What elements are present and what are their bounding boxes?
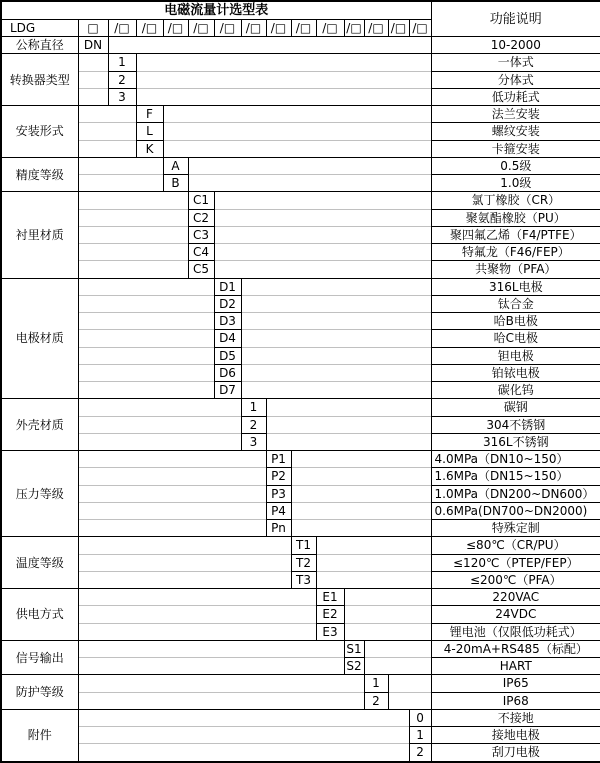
filler-cell xyxy=(78,520,266,537)
code-cell: 1 xyxy=(241,399,266,416)
filler-cell xyxy=(241,347,431,364)
description-cell: 聚氨酯橡胶（PU） xyxy=(431,209,600,226)
filler-cell xyxy=(214,244,431,261)
code-cell: T2 xyxy=(291,554,316,571)
filler-cell xyxy=(78,140,136,157)
description-cell: 1.0MPa（DN200~DN600） xyxy=(431,485,600,502)
filler-cell xyxy=(78,71,108,88)
filler-cell xyxy=(78,606,316,623)
filler-cell xyxy=(136,71,431,88)
code-box-placeholder: /□ xyxy=(316,20,344,37)
description-cell: 低功耗式 xyxy=(431,88,600,105)
filler-cell xyxy=(108,37,431,54)
category-cell: 信号输出 xyxy=(1,640,78,675)
filler-cell xyxy=(78,278,214,295)
filler-cell xyxy=(78,364,214,381)
code-box-placeholder: /□ xyxy=(241,20,266,37)
filler-cell xyxy=(78,502,266,519)
filler-cell xyxy=(78,347,214,364)
filler-cell xyxy=(78,675,364,692)
code-cell: C1 xyxy=(188,192,214,209)
category-cell: 转换器类型 xyxy=(1,54,78,106)
code-cell: 0 xyxy=(409,709,431,726)
code-cell: D1 xyxy=(214,278,241,295)
code-cell: 3 xyxy=(241,433,266,450)
description-cell: 哈C电极 xyxy=(431,330,600,347)
description-cell: 卡箍安装 xyxy=(431,140,600,157)
description-cell: 聚四氟乙烯（F4/PTFE） xyxy=(431,226,600,243)
filler-cell xyxy=(214,209,431,226)
description-cell: 钛合金 xyxy=(431,295,600,312)
code-cell: E1 xyxy=(316,589,344,606)
code-cell: S2 xyxy=(344,658,364,675)
description-cell: HART xyxy=(431,658,600,675)
filler-cell xyxy=(78,399,241,416)
code-box-placeholder: □ xyxy=(78,20,108,37)
code-box-placeholder: /□ xyxy=(344,20,364,37)
code-box-placeholder: /□ xyxy=(136,20,163,37)
filler-cell xyxy=(266,399,431,416)
code-cell: L xyxy=(136,123,163,140)
code-cell: K xyxy=(136,140,163,157)
description-cell: 24VDC xyxy=(431,606,600,623)
filler-cell xyxy=(78,433,241,450)
code-cell: D4 xyxy=(214,330,241,347)
filler-cell xyxy=(78,330,214,347)
filler-cell xyxy=(78,106,136,123)
code-box-placeholder: /□ xyxy=(214,20,241,37)
filler-cell xyxy=(364,640,431,657)
category-cell: 防护等级 xyxy=(1,675,78,710)
description-cell: 分体式 xyxy=(431,71,600,88)
description-cell: 特氟龙（F46/FEP） xyxy=(431,244,600,261)
description-cell: ≤120℃（PTEP/FEP） xyxy=(431,554,600,571)
filler-cell xyxy=(291,451,431,468)
filler-cell xyxy=(214,226,431,243)
filler-cell xyxy=(241,364,431,381)
code-cell: C2 xyxy=(188,209,214,226)
filler-cell xyxy=(78,709,409,726)
filler-cell xyxy=(241,278,431,295)
filler-cell xyxy=(78,226,188,243)
filler-cell xyxy=(78,692,364,709)
filler-cell xyxy=(78,192,188,209)
filler-cell xyxy=(291,485,431,502)
description-cell: 螺纹安装 xyxy=(431,123,600,140)
filler-cell xyxy=(78,88,108,105)
filler-cell xyxy=(78,123,136,140)
filler-cell xyxy=(78,537,291,554)
description-cell: 4.0MPa（DN10~150） xyxy=(431,451,600,468)
description-cell: 10-2000 xyxy=(431,37,600,54)
category-cell: 温度等级 xyxy=(1,537,78,589)
code-cell: DN xyxy=(78,37,108,54)
filler-cell xyxy=(78,451,266,468)
filler-cell xyxy=(163,140,431,157)
filler-cell xyxy=(316,537,431,554)
filler-cell xyxy=(78,571,291,588)
code-cell: T3 xyxy=(291,571,316,588)
description-cell: 316L不锈钢 xyxy=(431,433,600,450)
code-cell: P2 xyxy=(266,468,291,485)
description-cell: 一体式 xyxy=(431,54,600,71)
code-box-placeholder: /□ xyxy=(388,20,409,37)
category-cell: 安装形式 xyxy=(1,106,78,158)
code-cell: C4 xyxy=(188,244,214,261)
code-cell: 1 xyxy=(108,54,136,71)
filler-cell xyxy=(78,554,291,571)
code-cell: D3 xyxy=(214,313,241,330)
filler-cell xyxy=(78,416,241,433)
filler-cell xyxy=(291,502,431,519)
filler-cell xyxy=(364,658,431,675)
code-box-placeholder: /□ xyxy=(266,20,291,37)
description-cell: 钽电极 xyxy=(431,347,600,364)
code-cell: D6 xyxy=(214,364,241,381)
filler-cell xyxy=(163,123,431,140)
code-cell: E2 xyxy=(316,606,344,623)
filler-cell xyxy=(241,382,431,399)
code-cell: 1 xyxy=(364,675,388,692)
category-cell: 精度等级 xyxy=(1,157,78,192)
filler-cell xyxy=(136,54,431,71)
filler-cell xyxy=(266,433,431,450)
description-cell: 1.6MPa（DN15~150） xyxy=(431,468,600,485)
filler-cell xyxy=(78,295,214,312)
description-cell: 1.0级 xyxy=(431,175,600,192)
code-cell: S1 xyxy=(344,640,364,657)
code-cell: 3 xyxy=(108,88,136,105)
filler-cell xyxy=(78,209,188,226)
description-cell: ≤200℃（PFA） xyxy=(431,571,600,588)
filler-cell xyxy=(78,313,214,330)
code-cell: Pn xyxy=(266,520,291,537)
code-cell: D7 xyxy=(214,382,241,399)
code-cell: A xyxy=(163,157,188,174)
filler-cell xyxy=(388,675,431,692)
code-cell: 2 xyxy=(241,416,266,433)
table-title: 电磁流量计选型表 xyxy=(164,3,269,18)
description-cell: 哈B电极 xyxy=(431,313,600,330)
filler-cell xyxy=(78,468,266,485)
description-cell: 碳钢 xyxy=(431,399,600,416)
category-cell: 公称直径 xyxy=(1,37,78,54)
description-cell: 铂铱电极 xyxy=(431,364,600,381)
code-cell: C3 xyxy=(188,226,214,243)
description-cell: IP65 xyxy=(431,675,600,692)
description-cell: 304不锈钢 xyxy=(431,416,600,433)
filler-cell xyxy=(78,589,316,606)
filler-cell xyxy=(78,54,108,71)
filler-cell xyxy=(78,485,266,502)
description-cell: 氯丁橡胶（CR） xyxy=(431,192,600,209)
filler-cell xyxy=(241,313,431,330)
filler-cell xyxy=(78,244,188,261)
filler-cell xyxy=(214,192,431,209)
description-cell: 0.6MPa(DN700~DN2000) xyxy=(431,502,600,519)
filler-cell xyxy=(78,640,344,657)
filler-cell xyxy=(78,658,344,675)
code-cell: 2 xyxy=(409,744,431,762)
category-cell: 附件 xyxy=(1,709,78,761)
filler-cell xyxy=(136,88,431,105)
description-cell: 锂电池（仅限低功耗式） xyxy=(431,623,600,640)
filler-cell xyxy=(188,175,431,192)
code-box-placeholder: /□ xyxy=(409,20,431,37)
filler-cell xyxy=(344,623,431,640)
filler-cell xyxy=(78,744,409,762)
filler-cell xyxy=(78,727,409,744)
filler-cell xyxy=(214,261,431,278)
description-cell: 220VAC xyxy=(431,589,600,606)
code-cell: B xyxy=(163,175,188,192)
category-cell: 电极材质 xyxy=(1,278,78,399)
category-cell: 外壳材质 xyxy=(1,399,78,451)
filler-cell xyxy=(78,175,163,192)
code-box-placeholder: /□ xyxy=(364,20,388,37)
filler-cell xyxy=(241,295,431,312)
filler-cell xyxy=(188,157,431,174)
model-prefix: LDG xyxy=(1,20,78,37)
code-cell: P3 xyxy=(266,485,291,502)
filler-cell xyxy=(291,520,431,537)
filler-cell xyxy=(78,382,214,399)
category-cell: 供电方式 xyxy=(1,589,78,641)
description-cell: 共聚物（PFA） xyxy=(431,261,600,278)
code-cell: E3 xyxy=(316,623,344,640)
filler-cell xyxy=(78,261,188,278)
description-cell: ≤80℃（CR/PU） xyxy=(431,537,600,554)
code-cell: T1 xyxy=(291,537,316,554)
description-cell: 刮刀电极 xyxy=(431,744,600,762)
code-cell: P1 xyxy=(266,451,291,468)
code-box-placeholder: /□ xyxy=(163,20,188,37)
category-cell: 衬里材质 xyxy=(1,192,78,278)
code-box-placeholder: /□ xyxy=(188,20,214,37)
filler-cell xyxy=(78,623,316,640)
description-cell: 碳化钨 xyxy=(431,382,600,399)
description-cell: 4-20mA+RS485（标配） xyxy=(431,640,600,657)
filler-cell xyxy=(266,416,431,433)
description-cell: 0.5级 xyxy=(431,157,600,174)
code-cell: 2 xyxy=(108,71,136,88)
description-cell: IP68 xyxy=(431,692,600,709)
filler-cell xyxy=(163,106,431,123)
code-box-placeholder: /□ xyxy=(108,20,136,37)
code-cell: C5 xyxy=(188,261,214,278)
function-column-header: 功能说明 xyxy=(431,1,600,37)
code-cell: 1 xyxy=(409,727,431,744)
code-cell: 2 xyxy=(364,692,388,709)
filler-cell xyxy=(344,589,431,606)
description-cell: 法兰安装 xyxy=(431,106,600,123)
code-cell: P4 xyxy=(266,502,291,519)
filler-cell xyxy=(316,554,431,571)
code-cell: D5 xyxy=(214,347,241,364)
filler-cell xyxy=(291,468,431,485)
category-cell: 压力等级 xyxy=(1,451,78,537)
description-cell: 接地电极 xyxy=(431,727,600,744)
filler-cell xyxy=(241,330,431,347)
code-box-placeholder: /□ xyxy=(291,20,316,37)
filler-cell xyxy=(316,571,431,588)
filler-cell xyxy=(78,157,163,174)
filler-cell xyxy=(344,606,431,623)
code-cell: F xyxy=(136,106,163,123)
description-cell: 316L电极 xyxy=(431,278,600,295)
description-cell: 不接地 xyxy=(431,709,600,726)
filler-cell xyxy=(388,692,431,709)
code-cell: D2 xyxy=(214,295,241,312)
description-cell: 特殊定制 xyxy=(431,520,600,537)
